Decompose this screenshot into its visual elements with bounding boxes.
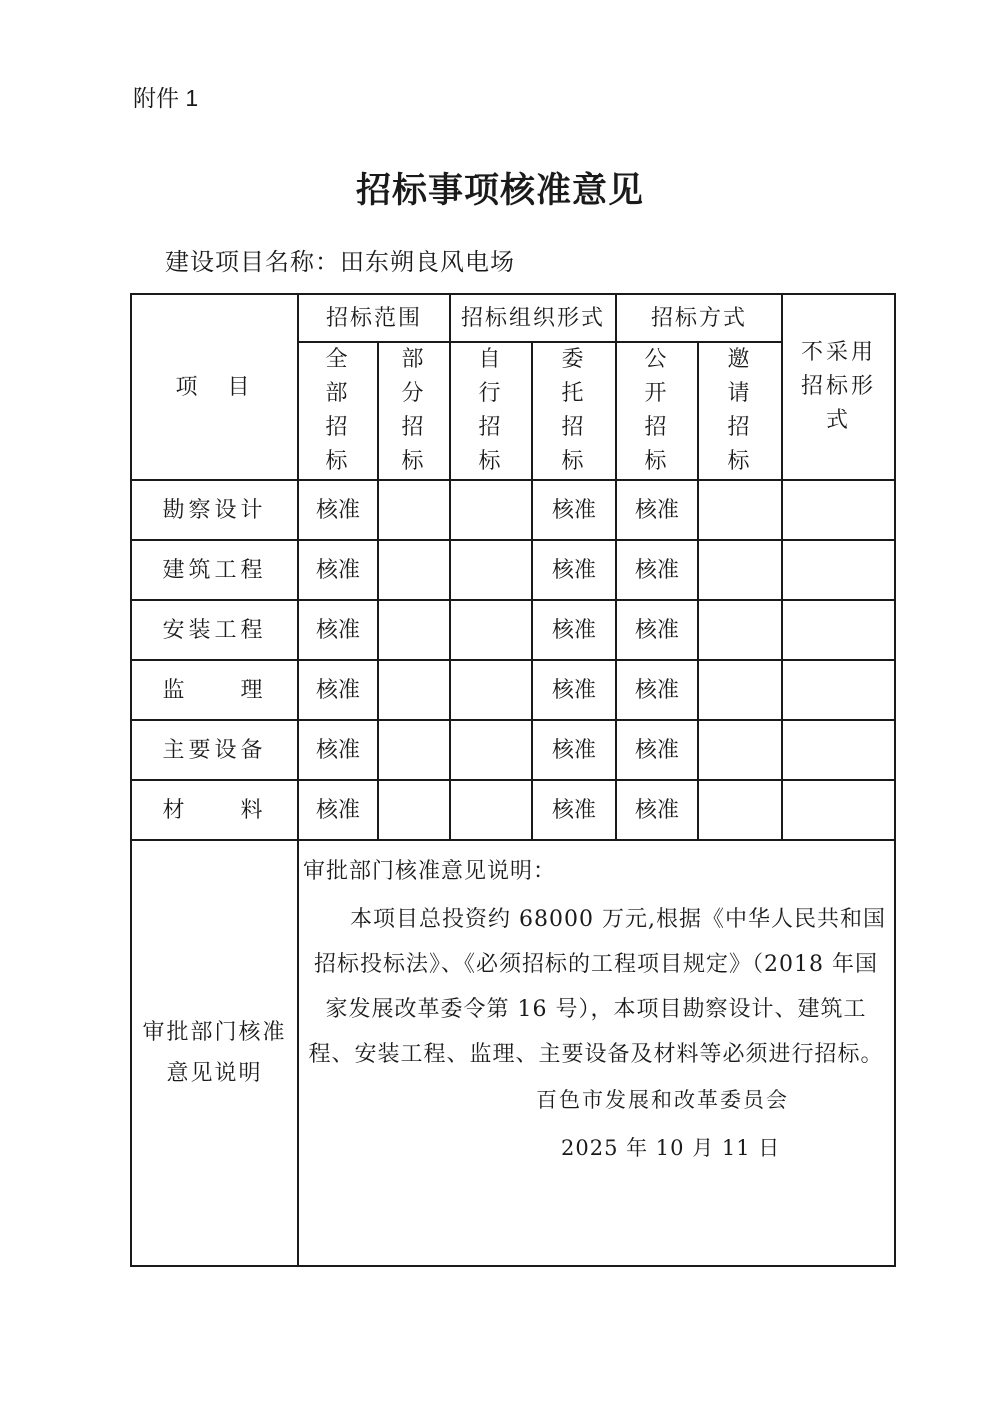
entrusted-tender-cell: 核准 <box>532 480 616 540</box>
opinion-label: 审批部门核准意见说明 <box>142 1019 287 1087</box>
self-tender-header-text: 自行招标 <box>478 347 504 475</box>
attachment-label: 附件 1 <box>133 85 199 111</box>
entrusted-tender-cell: 核准 <box>532 660 616 720</box>
no-tender-cell <box>782 660 895 720</box>
partial-tender-header-text: 部分招标 <box>401 347 427 475</box>
full-tender-cell: 核准 <box>298 780 378 840</box>
self-tender-cell <box>450 780 532 840</box>
opinion-body: 本项目总投资约 68000 万元,根据《中华人民共和国招标投标法》、《必须招标的工程项目规定》（2018 年国家发展改革委令第 16 号），本项目勘察设计、建筑工程、安装工程、监理、主要设备及材料等必须进行招标。 <box>308 907 886 1068</box>
partial-tender-cell <box>378 660 450 720</box>
table-row <box>131 660 895 720</box>
invited-tender-cell <box>698 540 782 600</box>
partial-tender-cell <box>378 540 450 600</box>
invited-tender-cell <box>698 600 782 660</box>
organization-header: 招标组织形式 <box>450 294 616 342</box>
no-tender-cell <box>782 720 895 780</box>
entrusted-tender-cell: 核准 <box>532 600 616 660</box>
public-tender-cell: 核准 <box>616 720 698 780</box>
full-tender-cell: 核准 <box>298 540 378 600</box>
partial-tender-cell <box>378 780 450 840</box>
public-tender-cell: 核准 <box>616 660 698 720</box>
self-tender-cell <box>450 600 532 660</box>
full-tender-cell: 核准 <box>298 720 378 780</box>
table-row <box>131 780 895 840</box>
approval-table <box>130 293 896 1267</box>
approval-date: 2025 年 10 月 11 日 <box>561 1136 781 1161</box>
invited-tender-cell <box>698 780 782 840</box>
full-tender-header-text: 全部招标 <box>325 347 351 475</box>
row-item-label: 材 料 <box>131 780 298 840</box>
item-header: 项 目 <box>131 294 298 480</box>
full-tender-cell: 核准 <box>298 600 378 660</box>
invited-tender-cell <box>698 480 782 540</box>
partial-tender-cell <box>378 720 450 780</box>
approving-organization: 百色市发展和改革委员会 <box>536 1088 789 1113</box>
invited-tender-header <box>698 342 782 480</box>
row-item-label: 安装工程 <box>131 600 298 660</box>
self-tender-cell <box>450 480 532 540</box>
public-tender-cell: 核准 <box>616 780 698 840</box>
public-tender-cell: 核准 <box>616 480 698 540</box>
opinion-title: 审批部门核准意见说明： <box>303 859 557 885</box>
entrusted-tender-cell: 核准 <box>532 720 616 780</box>
self-tender-cell <box>450 660 532 720</box>
project-name-line: 建设项目名称：田东朔良风电场 <box>165 248 515 276</box>
no-tender-cell <box>782 780 895 840</box>
partial-tender-cell <box>378 600 450 660</box>
row-item-label: 主要设备 <box>131 720 298 780</box>
public-tender-cell: 核准 <box>616 600 698 660</box>
opinion-label-cell <box>131 840 298 1266</box>
public-tender-header <box>616 342 698 480</box>
entrusted-tender-cell: 核准 <box>532 540 616 600</box>
no-tender-cell <box>782 540 895 600</box>
invited-tender-cell <box>698 660 782 720</box>
partial-tender-cell <box>378 480 450 540</box>
public-tender-cell: 核准 <box>616 540 698 600</box>
self-tender-header <box>450 342 532 480</box>
no-tender-header-text: 不采用招标形式 <box>801 340 877 434</box>
table-row <box>131 540 895 600</box>
row-item-label: 建筑工程 <box>131 540 298 600</box>
opinion-row <box>131 840 895 1266</box>
opinion-content-cell <box>298 840 895 1266</box>
entrusted-tender-header-text: 委托招标 <box>561 347 587 475</box>
no-tender-header <box>782 294 895 480</box>
no-tender-cell <box>782 480 895 540</box>
self-tender-cell <box>450 720 532 780</box>
full-tender-cell: 核准 <box>298 660 378 720</box>
self-tender-cell <box>450 540 532 600</box>
row-item-label: 勘察设计 <box>131 480 298 540</box>
table-row <box>131 600 895 660</box>
table-row <box>131 480 895 540</box>
entrusted-tender-header <box>532 342 616 480</box>
invited-tender-header-text: 邀请招标 <box>727 347 753 475</box>
scope-header: 招标范围 <box>298 294 450 342</box>
full-tender-header <box>298 342 378 480</box>
no-tender-cell <box>782 600 895 660</box>
public-tender-header-text: 公开招标 <box>644 347 670 475</box>
table-row <box>131 720 895 780</box>
method-header: 招标方式 <box>616 294 782 342</box>
document-title: 招标事项核准意见 <box>355 170 644 211</box>
entrusted-tender-cell: 核准 <box>532 780 616 840</box>
invited-tender-cell <box>698 720 782 780</box>
full-tender-cell: 核准 <box>298 480 378 540</box>
row-item-label: 监 理 <box>131 660 298 720</box>
partial-tender-header <box>378 342 450 480</box>
